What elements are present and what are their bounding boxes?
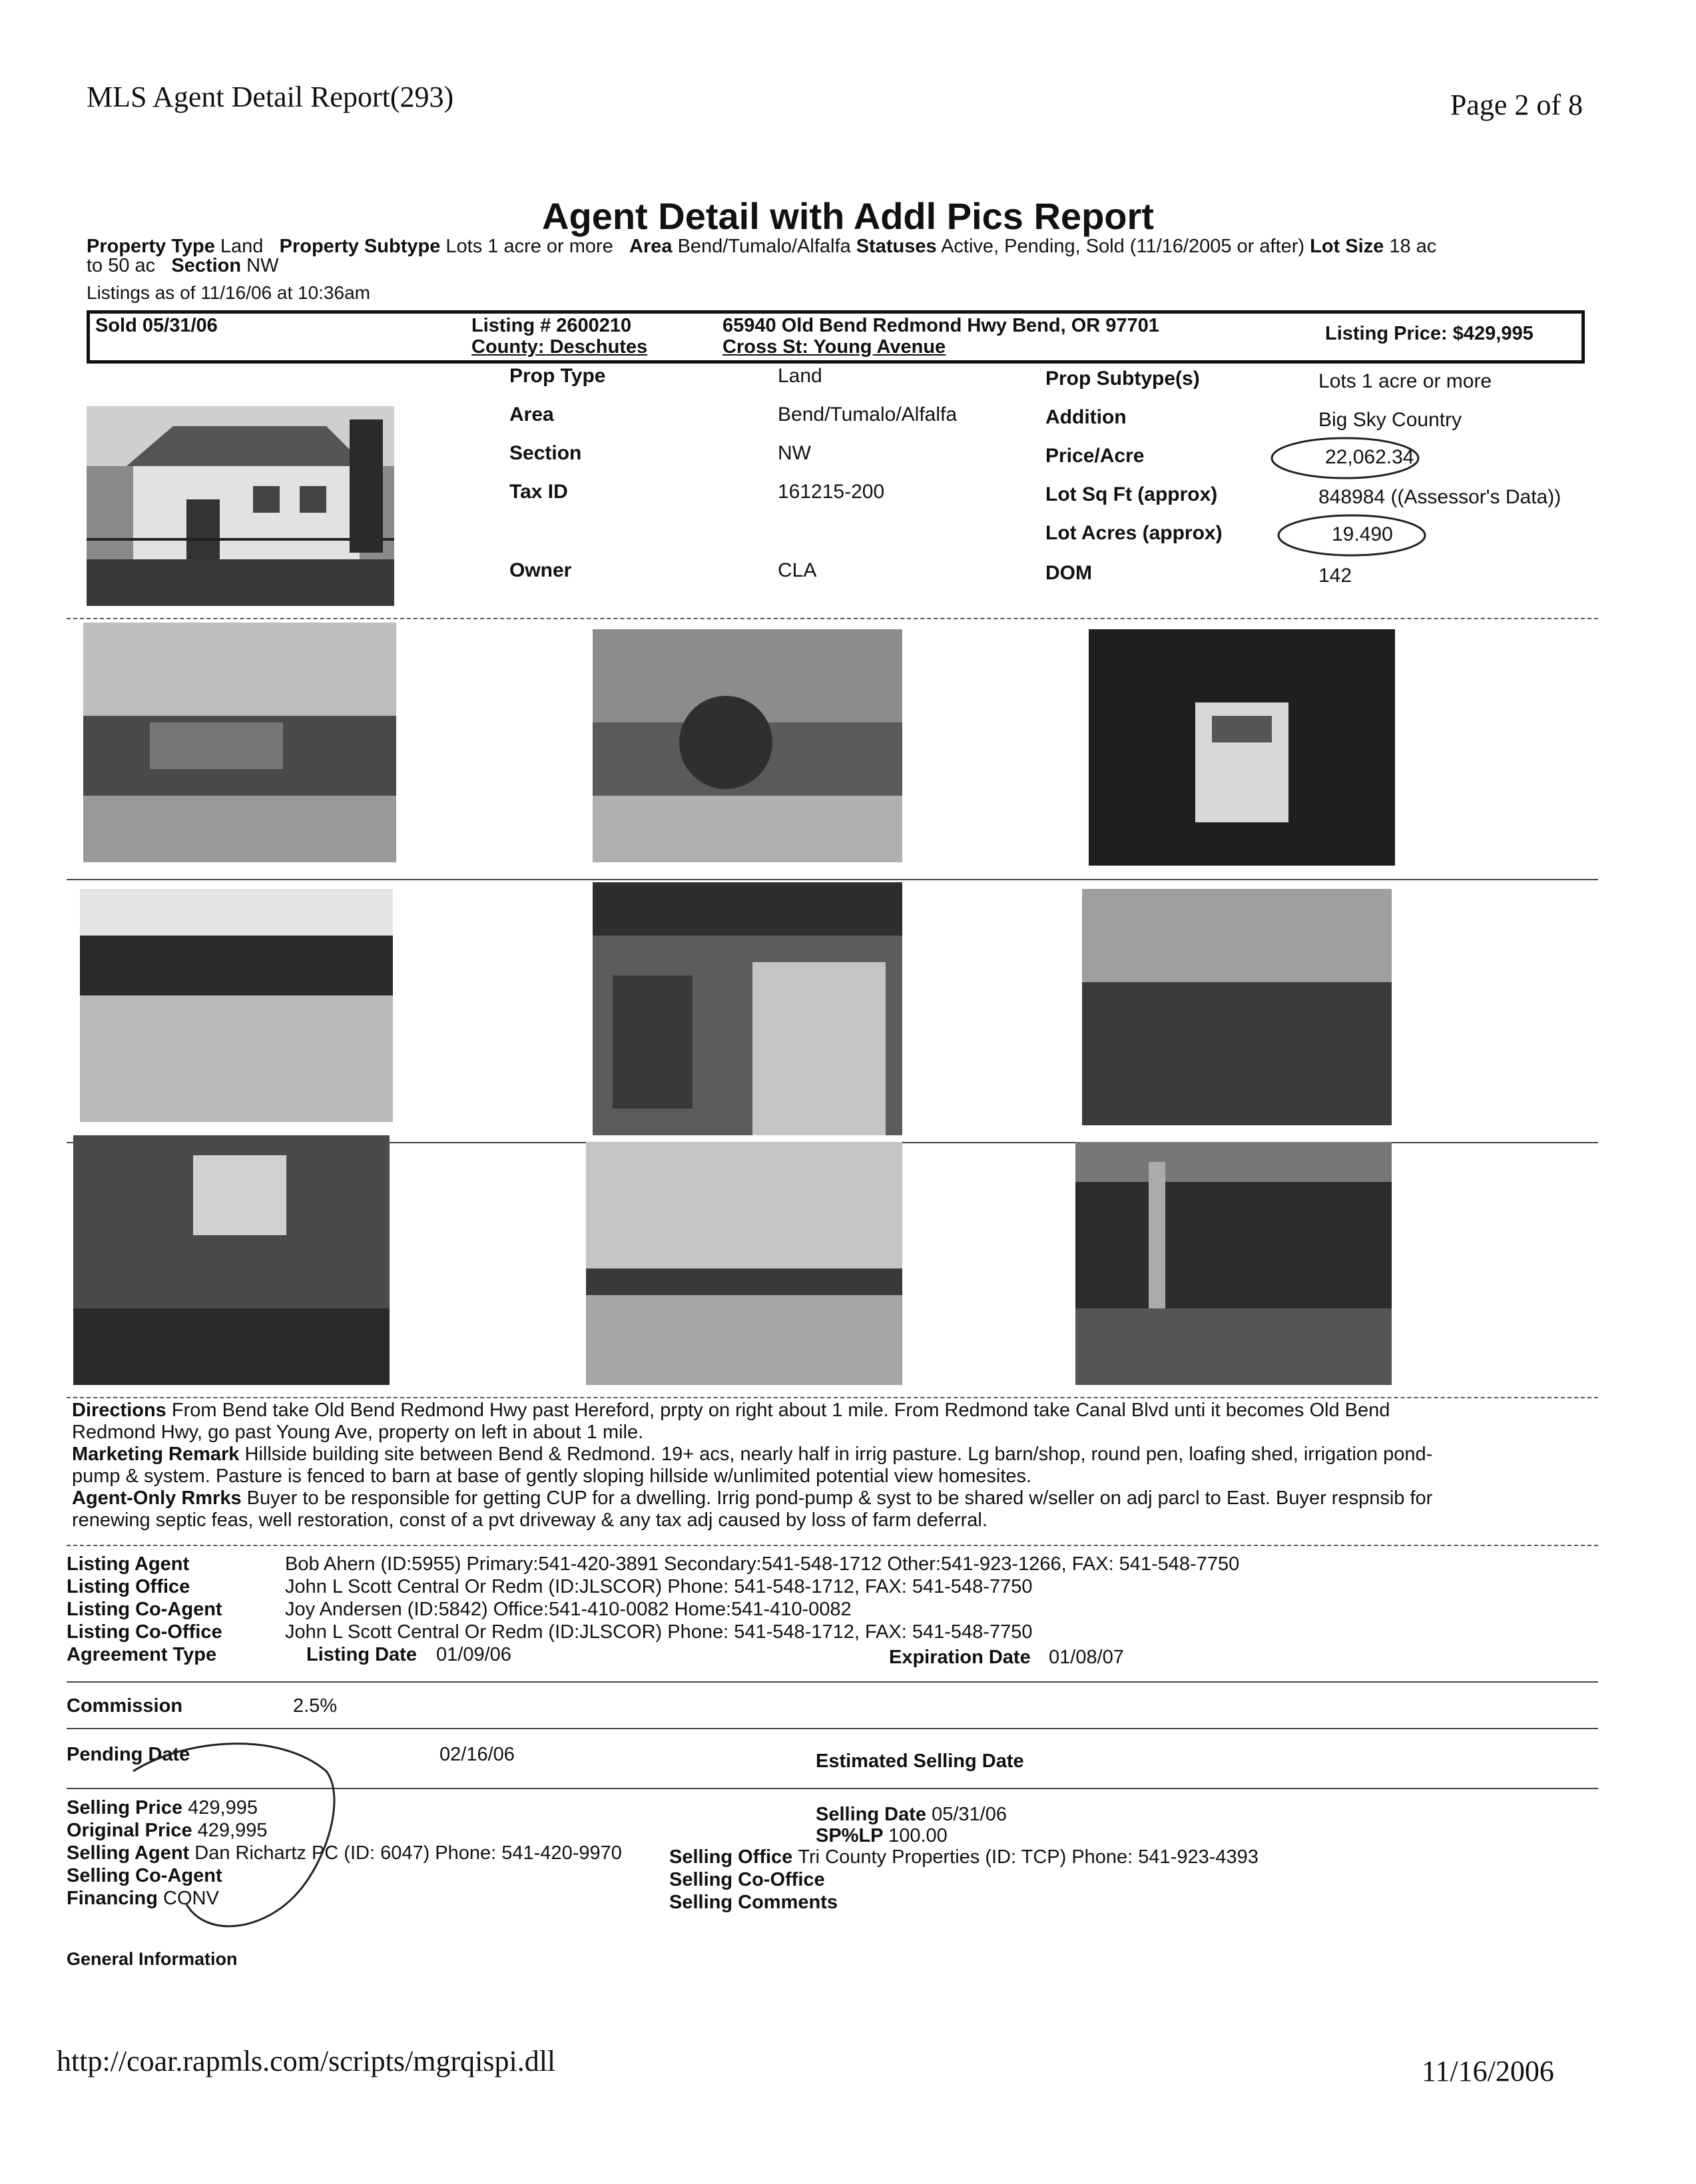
section-label: Section [509, 442, 582, 464]
handwritten-loop [107, 1731, 346, 1944]
photo-6 [1082, 889, 1392, 1125]
general-information-label: General Information [67, 1949, 238, 1969]
pending-date-label: Pending Date [67, 1744, 190, 1765]
photo-8 [586, 1142, 902, 1385]
agent-only-remarks: Agent-Only Rmrks Buyer to be responsible for getting CUP for a dwelling. Irrig pond-pump & syst to be shared w/seller on adj parcl to East. Buyer respnsib for renewing septic feas, well restoration, const of a pvt driveway & any tax adj caused by loss of farm deferral. [72, 1488, 1433, 1531]
lot-acres-label: Lot Acres (approx) [1045, 522, 1223, 544]
divider [67, 1397, 1598, 1398]
selling-coagent-label: Selling Co-Agent [67, 1865, 222, 1886]
pending-date: 02/16/06 [439, 1744, 515, 1765]
original-price-label: Original Price 429,995 [67, 1820, 268, 1841]
lot-sqft: 848984 ((Assessor's Data)) [1318, 486, 1561, 508]
main-photo-barn [87, 406, 394, 606]
lot-sqft-label: Lot Sq Ft (approx) [1045, 483, 1218, 505]
prop-subtype: Lots 1 acre or more [1318, 370, 1492, 392]
tax-id: 161215-200 [778, 481, 885, 503]
photo-7 [73, 1135, 390, 1385]
listing-agent: Bob Ahern (ID:5955) Primary:541-420-3891 Secondary:541-548-1712 Other:541-923-1266, FAX: 541-548-7750 [285, 1553, 1240, 1575]
cross-street: Cross St: Young Avenue [722, 336, 946, 358]
listing-cooffice-label: Listing Co-Office [67, 1621, 222, 1643]
agreement-type-label: Agreement Type [67, 1644, 217, 1665]
listing-date-label: Listing Date [306, 1644, 417, 1665]
tax-id-label: Tax ID [509, 481, 568, 503]
photo-9 [1075, 1142, 1392, 1385]
selling-office-label: Selling Office Tri County Properties (ID: TCP) Phone: 541-923-4393 [669, 1846, 1259, 1868]
address: 65940 Old Bend Redmond Hwy Bend, OR 97701 [722, 315, 1159, 336]
photo-4 [80, 889, 393, 1122]
estimated-selling-date-label: Estimated Selling Date [816, 1751, 1024, 1772]
report-name: MLS Agent Detail Report(293) [87, 81, 454, 113]
listings-as-of: Listings as of 11/16/06 at 10:36am [87, 282, 370, 303]
listing-cooffice: John L Scott Central Or Redm (ID:JLSCOR) Phone: 541-548-1712, FAX: 541-548-7750 [285, 1621, 1033, 1643]
dom: 142 [1318, 565, 1352, 587]
handwritten-circles [1265, 433, 1478, 566]
prop-subtype-label: Prop Subtype(s) [1045, 368, 1200, 390]
listing-price: Listing Price: $429,995 [1325, 323, 1534, 344]
owner: CLA [778, 559, 817, 581]
marketing-remark: Marketing Remark Hillside building site between Bend & Redmond. 19+ acs, nearly half in irrig pasture. Lg barn/shop, round pen, loafing shed, irrigation pond- pump & system. Pasture is fenced to barn at base of gently sloping hillside w/unlimited potential view homesites. [72, 1444, 1433, 1487]
lot-acres: 19.490 [1332, 523, 1393, 545]
selling-agent-label: Selling Agent Dan Richartz PC (ID: 6047) Phone: 541-420-9970 [67, 1842, 622, 1864]
price-acre: 22,062.34 [1325, 446, 1414, 468]
listing-office-label: Listing Office [67, 1576, 190, 1597]
listing-coagent-label: Listing Co-Agent [67, 1599, 222, 1620]
area: Bend/Tumalo/Alfalfa [778, 404, 958, 425]
prop-type: Land [778, 365, 822, 387]
listing-office: John L Scott Central Or Redm (ID:JLSCOR) Phone: 541-548-1712, FAX: 541-548-7750 [285, 1576, 1033, 1597]
section: NW [778, 442, 811, 464]
area-label: Area [509, 404, 554, 425]
dom-label: DOM [1045, 562, 1092, 584]
listing-date: 01/09/06 [436, 1644, 511, 1665]
photo-2 [593, 629, 902, 862]
prop-type-label: Prop Type [509, 365, 606, 387]
divider [67, 1728, 1598, 1729]
expiration-date: 01/08/07 [1049, 1647, 1124, 1668]
listing-agent-label: Listing Agent [67, 1553, 190, 1575]
listing-header-box [87, 310, 1585, 364]
photo-5 [593, 882, 902, 1135]
directions: Directions From Bend take Old Bend Redmond Hwy past Hereford, prpty on right about 1 mile. From Redmond take Canal Blvd unti it becomes Old Bend Redmond Hwy, go past Young Ave, property on left in about 1 mile. [72, 1400, 1390, 1443]
photo-3 [1089, 629, 1395, 866]
listing-number: Listing # 2600210 [471, 315, 632, 336]
divider [67, 1681, 1598, 1683]
selling-price-label: Selling Price 429,995 [67, 1797, 258, 1818]
report-title: Agent Detail with Addl Pics Report [542, 195, 1154, 237]
owner-label: Owner [509, 559, 572, 581]
addition: Big Sky Country [1318, 409, 1462, 431]
commission: 2.5% [293, 1695, 338, 1717]
county: County: Deschutes [471, 336, 648, 358]
selling-date-label: Selling Date 05/31/06 [816, 1804, 1007, 1825]
listing-coagent: Joy Andersen (ID:5842) Office:541-410-0082 Home:541-410-0082 [285, 1599, 852, 1620]
price-acre-label: Price/Acre [1045, 445, 1145, 467]
addition-label: Addition [1045, 406, 1127, 428]
selling-comments-label: Selling Comments [669, 1892, 838, 1913]
expiration-date-label: Expiration Date [889, 1647, 1031, 1668]
financing-label: Financing CONV [67, 1888, 219, 1909]
commission-label: Commission [67, 1695, 183, 1717]
divider [67, 1545, 1598, 1546]
listing-status: Sold 05/31/06 [95, 315, 218, 336]
search-criteria: Property Type Land Property Subtype Lots 1 acre or more Area Bend/Tumalo/Alfalfa Statuses Active, Pending, Sold (11/16/2005 or after) Lot Size 18 ac to 50 ac Section NW [87, 236, 1437, 276]
selling-cooffice-label: Selling Co-Office [669, 1869, 825, 1890]
page-number: Page 2 of 8 [1450, 89, 1583, 121]
footer-url: http://coar.rapmls.com/scripts/mgrqispi.dll [57, 2045, 556, 2077]
footer-date: 11/16/2006 [1422, 2055, 1554, 2087]
sp-lp-label: SP%LP 100.00 [816, 1825, 948, 1846]
divider [67, 879, 1598, 880]
photo-1 [83, 623, 396, 862]
divider [67, 618, 1598, 619]
